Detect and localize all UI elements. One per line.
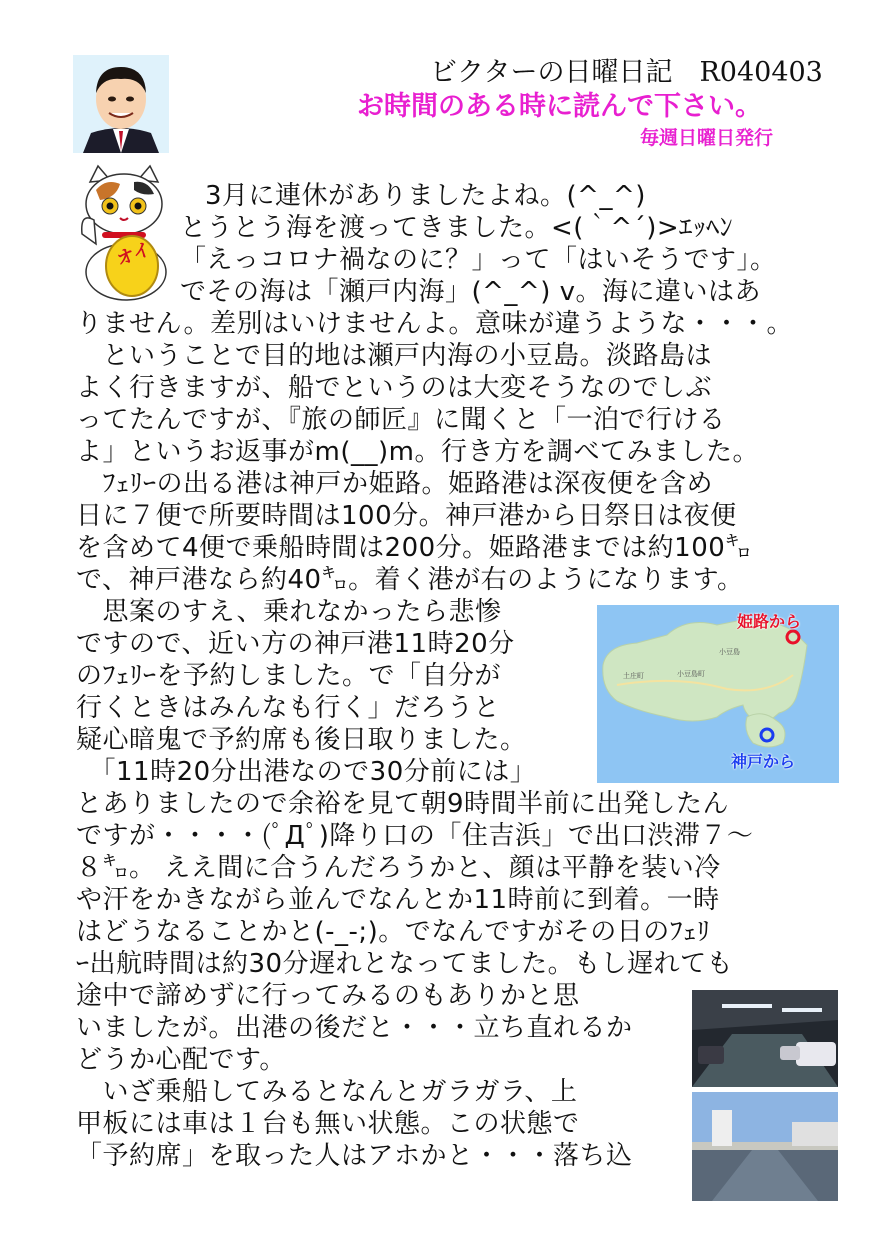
body-line: よく行きますが、船でというのは大変そうなのでしぶ [76,373,713,403]
body-line: のﾌｪﾘｰを予約しました。で「自分が [76,661,502,691]
body-line: 途中で諦めずに行ってみるのもありかと思 [76,981,580,1011]
ferry-car-deck-photo [692,990,838,1087]
body-line: とありましたので余裕を見て朝9時間半前に出発したん [76,789,730,819]
body-line: ８㌔。 ええ間に合うんだろうかと、顔は平静を装い冷 [76,853,721,883]
body-line: 3月に連休がありましたよね。(^_^) [205,181,646,211]
map-label-himeji: 姫路から [737,612,802,631]
body-line: や汗をかきながら並んでなんとか11時前に到着。一時 [76,885,720,915]
body-line: ｰ出航時間は約30分遅れとなってました。もし遅れても [76,949,734,979]
map-shodoshima [597,605,839,783]
ferry-upper-deck-photo [692,1092,838,1201]
cat-label: オイ [113,238,154,271]
body-line: ですが・・・・(ﾟДﾟ)降り口の「住吉浜」で出口渋滞７～ [76,821,754,851]
diary-subtitle: お時間のある時に読んで下さい。 [357,91,762,122]
author-caricature [73,55,169,153]
map-label-kobe: 神戸から [731,752,796,771]
map-town-shodoshima: 小豆島町 [677,670,705,678]
body-line: いざ乗船してみるとなんとガラガラ、上 [76,1077,578,1107]
body-line: でその海は「瀬戸内海」(^_^) v。海に違いはあ [180,277,762,307]
body-line: 行くときはみんなも行く」だろうと [76,693,501,723]
body-line: どうか心配です。 [76,1045,286,1075]
body-line: りません。差別はいけませんよ。意味が違うような・・・。 [76,309,794,339]
diary-title: ビクターの日曜日記 R040403 [430,57,823,88]
maneki-neko [76,160,172,302]
body-line: よ」というお返事がm(__)m。行き方を調べてみました。 [76,437,759,467]
body-line: ってたんですが、『旅の師匠』に聞くと「一泊で行ける [76,405,726,435]
body-line: 甲板には車は１台も無い状態。この状態で [76,1109,580,1139]
body-line: 日に７便で所要時間は100分。神戸港から日祭日は夜便 [76,501,737,531]
body-line: いましたが。出港の後だと・・・立ち直れるか [76,1013,633,1043]
map-town-tonosho: 土庄町 [623,672,644,680]
map-island: 小豆島 [719,648,740,656]
body-line: はどうなることかと(-_-;)。でなんですがその日のﾌｪﾘ [76,917,711,947]
body-line: ですので、近い方の神戸港11時20分 [76,629,515,659]
body-line: 「えっコロナ禍なのに？」って「はいそうです」。 [180,245,777,275]
body-line: を含めて4便で乗船時間は200分。姫路港までは約100㌔ [76,533,752,563]
body-line: ということで目的地は瀬戸内海の小豆島。淡路島は [76,341,713,371]
body-line: とうとう海を渡ってきました。<(｀^´)>ｴｯﾍﾝ [180,213,734,243]
body-line: 「11時20分出港なので30分前には」 [76,757,537,787]
body-line: 疑心暗鬼で予約席も後日取りました。 [76,725,527,755]
body-line: 思案のすえ、乗れなかったら悲惨 [76,597,502,627]
body-line: 「予約席」を取った人はアホかと・・・落ち込 [76,1141,633,1171]
body-line: で、神戸港なら約40㌔。着く港が右のようになります。 [76,565,744,595]
body-line: ﾌｪﾘｰの出る港は神戸か姫路。姫路港は深夜便を含め [76,469,714,499]
publish-note: 毎週日曜日発行 [640,127,774,149]
